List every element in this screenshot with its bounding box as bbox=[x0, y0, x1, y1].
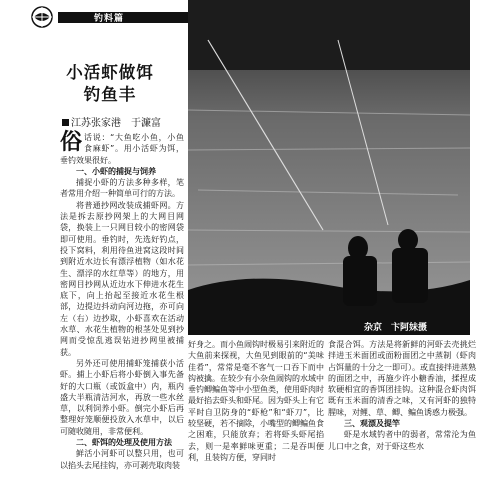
byline bbox=[62, 114, 188, 129]
intro-paragraph bbox=[60, 132, 184, 166]
drop-cap: 俗 bbox=[60, 130, 83, 155]
section-label-bar bbox=[58, 12, 188, 23]
paragraph: 好身之。而小鱼闹钩时极易引来附近的大鱼前来探视，大鱼见到眼前的“美味佳肴”，常常是毫不客气一口吞下而中钩被擒。在较少有小杂鱼闹钩的水域中垂钓鲫鳊鱼等中小型鱼类，使用虾肉时最好掐去虾头和虾尾。因为虾头上有它平时自卫防身的“虾枪”和“虾刀”，比较坚硬，若不摘除，小嘴型的鲫鳊鱼食之困难，只能放弃；若将虾头虾尾掐去，则一是率鲜味更重；二是吞叫便利，且装钩方便，穿同时 bbox=[188, 340, 324, 462]
section-label: 钓料篇 bbox=[94, 14, 125, 24]
column-2 bbox=[188, 339, 324, 463]
fish-logo-icon bbox=[28, 6, 56, 28]
article-title bbox=[40, 62, 180, 106]
column-3 bbox=[328, 339, 476, 452]
square-bullet-icon bbox=[62, 119, 69, 126]
section-heading-3: 三、观漂及提竿 bbox=[344, 419, 400, 429]
column-1 bbox=[60, 132, 184, 471]
paragraph: 另外还可使用捕虾笼捕获小活虾。捕上小虾后将小虾倒入事先备好的大口瓶（或饭盒中）内，瓶内盛大半瓶清洁河水，再放一些水丝草，以利饲养小虾。倒完小虾后再整理好笼顺便投放入水草中，以后可随收随用，非常便利。 bbox=[60, 358, 184, 436]
paragraph: 食混合饵。方法是将新鲜的河虾去壳挑烂拌进玉米面团或面粉面团之中蒸制（虾肉占饵量的十分之一即可）。或直接拌进蒸熟的面团之中，再施少许小糖香油，揉捏成软硬相宜的香饵团挂钩。这种混合虾肉饵既有玉米面的清香之味，又有河虾的独特腥味，对鲤、草、鲫、鳊鱼诱惑力极强。 bbox=[328, 340, 476, 417]
section-heading-1: 一、小虾的捕捉与饲养 bbox=[76, 166, 156, 176]
fishing-photo bbox=[188, 0, 470, 335]
paragraph: 捕捉小虾的方法多种多样，笔者常用介绍一种简单可行的方法。 bbox=[60, 178, 184, 199]
photo-caption: 杂京 卞阿妹摄 bbox=[364, 323, 428, 333]
section-heading-2: 二、虾饵的处理及使用方法 bbox=[76, 438, 172, 448]
intro-text: 话说：“大鱼吃小鱼，小鱼食麻虾”。用小活虾为饵，垂钓效果很好。 bbox=[60, 133, 184, 165]
paragraph: 鲜活小河虾可以整只用，也可以掐头去尾挂钩，亦可剥壳取肉装 bbox=[60, 449, 184, 470]
section-header bbox=[28, 6, 188, 28]
paragraph: 将普通抄网改装成捕虾网。方法是拆去原抄网架上的大网目网袋，换装上一只网目较小的密网袋即可使用。垂钓时，先选好钓点，投下窝料，利用待鱼进窝这段时间到附近水边长有漂浮植物（如水花生、漂浮的水红草等）的地方，用密网目抄网从近边水下伸进水花生底下，向上抬起至接近水花生根部，边提边抖动向河边拖，亦可向左（右）边抄取，小虾喜欢在活动水草、水花生植物的根茎处见到抄网而受惊乱逃误钻进抄网里被捕获。 bbox=[60, 200, 184, 357]
photo-image bbox=[188, 0, 470, 335]
byline-text: 江苏张家港 于濂富 bbox=[71, 118, 161, 129]
title-line-2: 钓鱼丰 bbox=[83, 85, 137, 104]
title-line-1: 小活虾做饵 bbox=[66, 63, 154, 82]
paragraph: 虾是水域钓者中的弱者，常常沦为鱼儿口中之食，对于虾这些水 bbox=[328, 430, 476, 451]
